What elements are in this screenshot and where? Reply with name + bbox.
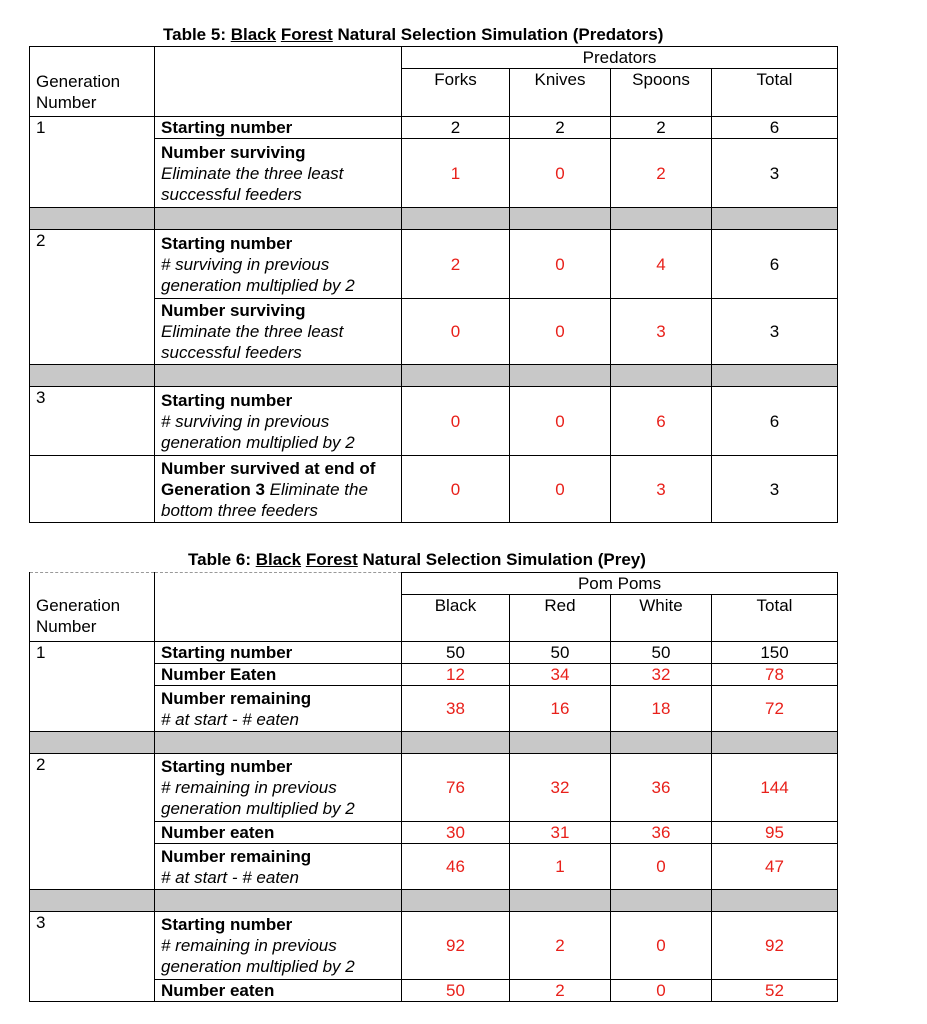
table-row <box>30 387 838 456</box>
col-header-white: White <box>611 595 712 642</box>
table-row <box>30 642 838 664</box>
generation-label: 3 <box>30 912 155 1002</box>
cell-value: 92 <box>402 912 510 980</box>
row-note: # surviving in previous generation multiplied by 2 <box>161 411 355 452</box>
cell-value: 3 <box>712 139 838 208</box>
cell-value: 6 <box>712 387 838 456</box>
cell-value: 46 <box>402 844 510 890</box>
table6-caption-word-black: Black <box>255 550 302 569</box>
row-label: Number eaten <box>161 981 275 1000</box>
cell-value: 92 <box>712 912 838 980</box>
cell-value: 3 <box>712 299 838 365</box>
row-note: # surviving in previous generation multiplied by 2 <box>161 254 355 295</box>
cell-value: 2 <box>510 912 611 980</box>
cell-value: 6 <box>611 387 712 456</box>
generation-label: 1 <box>30 642 155 732</box>
table-row <box>30 912 838 980</box>
predators-table <box>29 46 838 523</box>
cell-value: 2 <box>510 980 611 1002</box>
cell-value: 16 <box>510 686 611 732</box>
table6-caption <box>188 550 646 570</box>
row-note: Eliminate the three least successful feeders <box>161 322 344 362</box>
row-note: # remaining in previous generation multiplied by 2 <box>161 936 355 976</box>
cell-value: 2 <box>402 117 510 139</box>
predators-group-header: Predators <box>402 47 838 69</box>
cell-value: 47 <box>712 844 838 890</box>
cell-value: 6 <box>712 117 838 139</box>
generation-number-header: Generation Number <box>30 573 155 642</box>
row-label: Starting number <box>161 757 293 776</box>
table5-caption <box>163 25 663 45</box>
cell-value: 50 <box>402 642 510 664</box>
separator-row <box>30 208 838 230</box>
row-label: Number remaining <box>161 688 312 708</box>
prey-table <box>29 572 838 1002</box>
table-row <box>30 754 838 822</box>
separator-row <box>30 732 838 754</box>
row-note: # at start - # eaten <box>161 867 299 887</box>
cell-value: 50 <box>402 980 510 1002</box>
description-header-blank <box>155 47 402 117</box>
cell-value: 2 <box>611 117 712 139</box>
cell-value: 2 <box>402 230 510 299</box>
cell-value: 0 <box>402 456 510 523</box>
row-label: Starting number <box>161 390 293 410</box>
row-label: Number surviving <box>161 301 306 320</box>
row-note: Eliminate the three least successful feeders <box>161 163 344 204</box>
cell-value: 3 <box>611 299 712 365</box>
row-note: Eliminate the bottom three feeders <box>161 479 368 520</box>
cell-value: 4 <box>611 230 712 299</box>
row-label: Starting number <box>161 643 293 662</box>
cell-value: 2 <box>510 117 611 139</box>
cell-value: 36 <box>611 822 712 844</box>
cell-value: 52 <box>712 980 838 1002</box>
cell-value: 3 <box>712 456 838 523</box>
cell-value: 31 <box>510 822 611 844</box>
table-row <box>30 230 838 299</box>
pom-poms-group-header: Pom Poms <box>402 573 838 595</box>
cell-value: 0 <box>510 387 611 456</box>
row-label: Starting number <box>161 118 293 137</box>
cell-value: 0 <box>611 980 712 1002</box>
cell-value: 2 <box>611 139 712 208</box>
cell-value: 18 <box>611 686 712 732</box>
cell-value: 38 <box>402 686 510 732</box>
table5-caption-word-black: Black <box>230 25 277 44</box>
empty-cell <box>30 456 155 523</box>
col-header-black: Black <box>402 595 510 642</box>
cell-value: 0 <box>510 456 611 523</box>
separator-row <box>30 890 838 912</box>
cell-value: 0 <box>510 139 611 208</box>
cell-value: 76 <box>402 754 510 822</box>
row-label: Number Eaten <box>161 665 277 684</box>
table5-caption-word-forest: Forest <box>280 25 333 44</box>
cell-value: 30 <box>402 822 510 844</box>
cell-value: 144 <box>712 754 838 822</box>
row-label: Number eaten <box>161 823 275 842</box>
generation-label: 1 <box>30 117 155 208</box>
row-note: # remaining in previous generation multiplied by 2 <box>161 778 355 818</box>
row-label: Starting number <box>161 915 293 934</box>
cell-value: 95 <box>712 822 838 844</box>
generation-label: 2 <box>30 230 155 365</box>
col-header-red: Red <box>510 595 611 642</box>
cell-value: 0 <box>510 299 611 365</box>
generation-label: 3 <box>30 387 155 456</box>
table5-caption-prefix: Table 5: <box>163 25 231 44</box>
table6-caption-word-forest: Forest <box>305 550 358 569</box>
cell-value: 0 <box>611 844 712 890</box>
table-row <box>30 117 838 139</box>
cell-value: 0 <box>510 230 611 299</box>
cell-value: 32 <box>611 664 712 686</box>
cell-value: 0 <box>402 299 510 365</box>
table5-caption-rest: Natural Selection Simulation (Predators) <box>332 25 664 44</box>
col-header-total: Total <box>712 69 838 117</box>
col-header-knives: Knives <box>510 69 611 117</box>
description-header-blank <box>155 573 402 642</box>
row-label: Number remaining <box>161 846 312 866</box>
row-label: Number surviving <box>161 142 306 162</box>
col-header-spoons: Spoons <box>611 69 712 117</box>
cell-value: 0 <box>402 387 510 456</box>
cell-value: 1 <box>402 139 510 208</box>
cell-value: 50 <box>510 642 611 664</box>
cell-value: 36 <box>611 754 712 822</box>
cell-value: 12 <box>402 664 510 686</box>
table6-caption-rest: Natural Selection Simulation (Prey) <box>357 550 646 569</box>
cell-value: 72 <box>712 686 838 732</box>
cell-value: 6 <box>712 230 838 299</box>
cell-value: 0 <box>611 912 712 980</box>
cell-value: 34 <box>510 664 611 686</box>
cell-value: 78 <box>712 664 838 686</box>
cell-value: 1 <box>510 844 611 890</box>
row-label: Number survived at end of Generation 3 <box>161 458 376 499</box>
table-row <box>30 456 838 523</box>
generation-number-header: Generation Number <box>30 47 155 117</box>
generation-label: 2 <box>30 754 155 890</box>
cell-value: 32 <box>510 754 611 822</box>
cell-value: 150 <box>712 642 838 664</box>
col-header-total: Total <box>712 595 838 642</box>
cell-value: 3 <box>611 456 712 523</box>
row-label: Starting number <box>161 233 293 253</box>
cell-value: 50 <box>611 642 712 664</box>
separator-row <box>30 365 838 387</box>
table6-caption-prefix: Table 6: <box>188 550 256 569</box>
col-header-forks: Forks <box>402 69 510 117</box>
row-note: # at start - # eaten <box>161 709 299 729</box>
